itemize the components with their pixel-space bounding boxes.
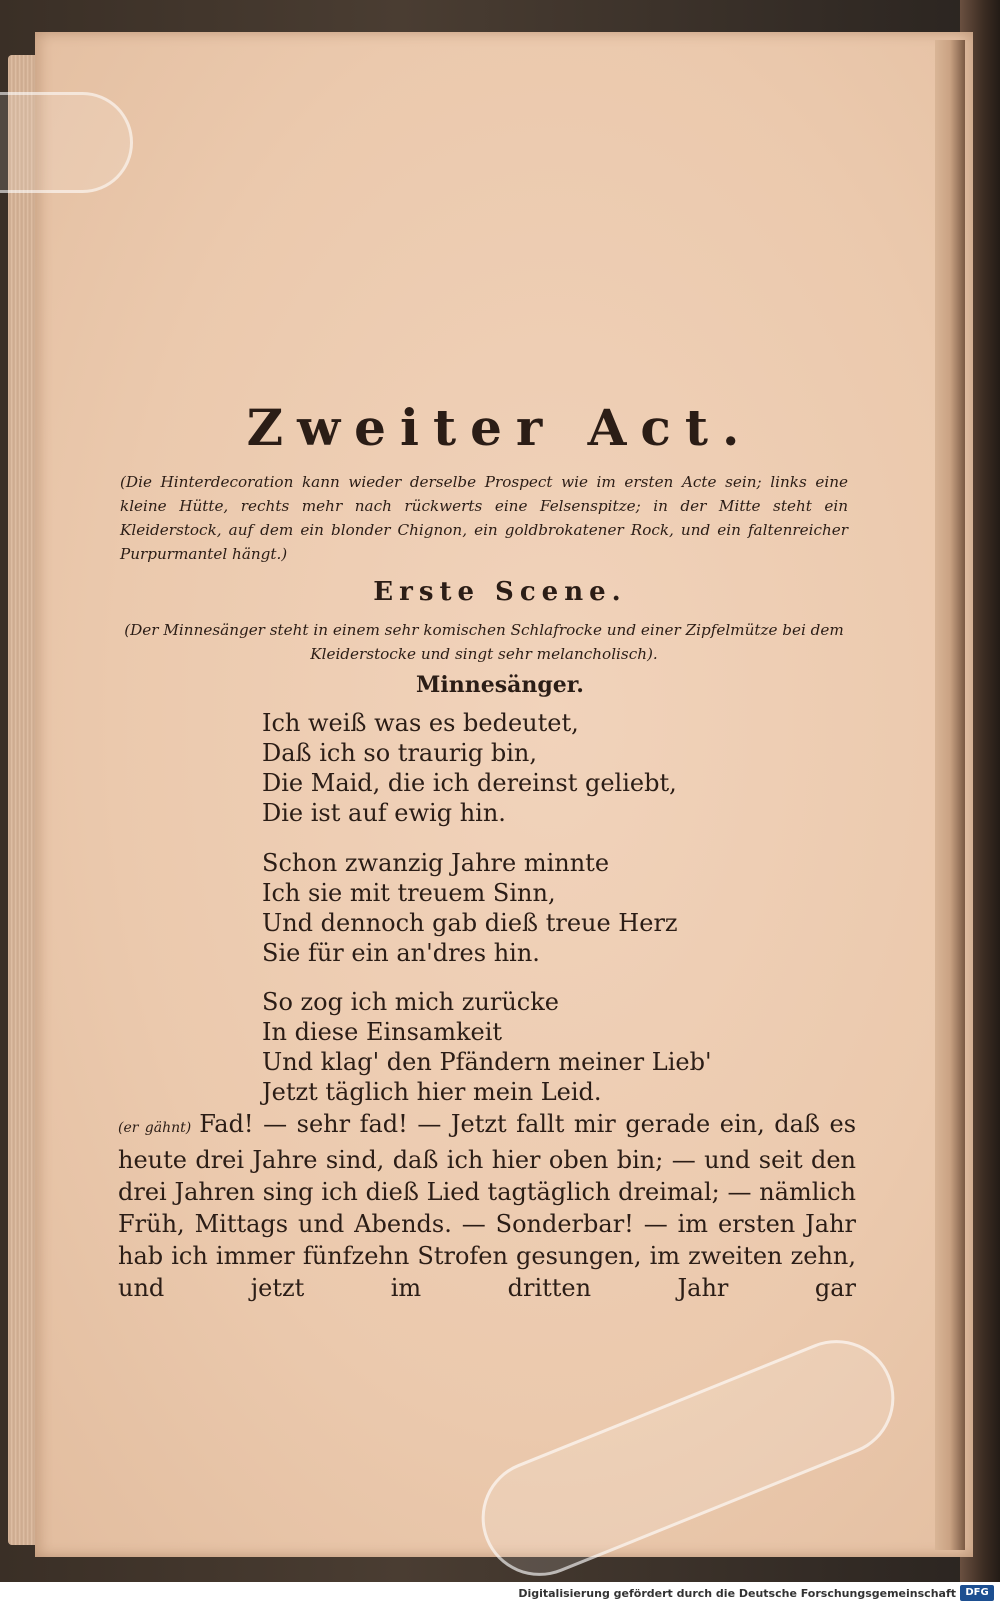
verse-line: Und klag' den Pfändern meiner Lieb' [262, 1048, 712, 1076]
scene-title: Erste Scene. [373, 577, 627, 607]
verse-line: In diese Einsamkeit [262, 1018, 503, 1046]
verse-line: Ich sie mit treuem Sinn, [262, 879, 556, 907]
glass-clip-top [0, 92, 133, 193]
stage-direction: (Die Hinterdecoration kann wieder derselbe Prospect wie im ersten Acte sein; links eine kleine Hütte, rechts mehr nach rückwerts eine Felsenspitze; in der Mitte steht ein Kleiderstock, auf dem ein blonder Chignon, ein goldbrokatener Rock, und ein faltenreicher Purpurmantel hängt.) [120, 473, 848, 563]
stage-direction-scene: (Der Minnesänger steht in einem sehr komischen Schlafrocke und einer Zipfelmütze bei dem Kleiderstocke und singt sehr melancholisch). [124, 621, 844, 663]
verse-line: Die Maid, die ich dereinst geliebt, [262, 769, 677, 797]
footer-credit: Digitalisierung gefördert durch die Deutsche Forschungsgemeinschaft [518, 1587, 956, 1600]
verse-line: Daß ich so traurig bin, [262, 739, 537, 767]
prose-paragraph [118, 1108, 856, 1304]
stanza [262, 708, 822, 828]
verse-line: Ich weiß was es bedeutet, [262, 709, 579, 737]
stanza [262, 848, 822, 968]
stanza [262, 987, 822, 1107]
verse-line: Schon zwanzig Jahre minnte [262, 849, 610, 877]
verse-line: Sie für ein an'dres hin. [262, 939, 540, 967]
verse-line: Jetzt täglich hier mein Leid. [262, 1078, 602, 1106]
prose-text: Fad! — sehr fad! — Jetzt fallt mir gerade ein, daß es heute drei Jahre sind, daß ich hier oben bin; — und seit den drei Jahren sing ich dieß Lied tagtäglich dreimal; — nämlich Früh, Mittags und Abends. — Sonderbar! — im ersten Jahr hab ich immer fünfzehn Strofen gesungen, im zweiten zehn, und jetzt im dritten Jahr gar [118, 1110, 857, 1302]
verse-line: So zog ich mich zurücke [262, 988, 559, 1016]
dfg-logo: DFG [960, 1585, 994, 1601]
verse-line: Und dennoch gab dieß treue Herz [262, 909, 678, 937]
speaker-name: Minnesänger. [416, 672, 584, 698]
act-title: Zweiter Act. [246, 398, 754, 457]
verse-line: Die ist auf ewig hin. [262, 799, 506, 827]
stage-aside: (er gähnt) [118, 1120, 192, 1136]
page-right-edge [935, 40, 965, 1550]
